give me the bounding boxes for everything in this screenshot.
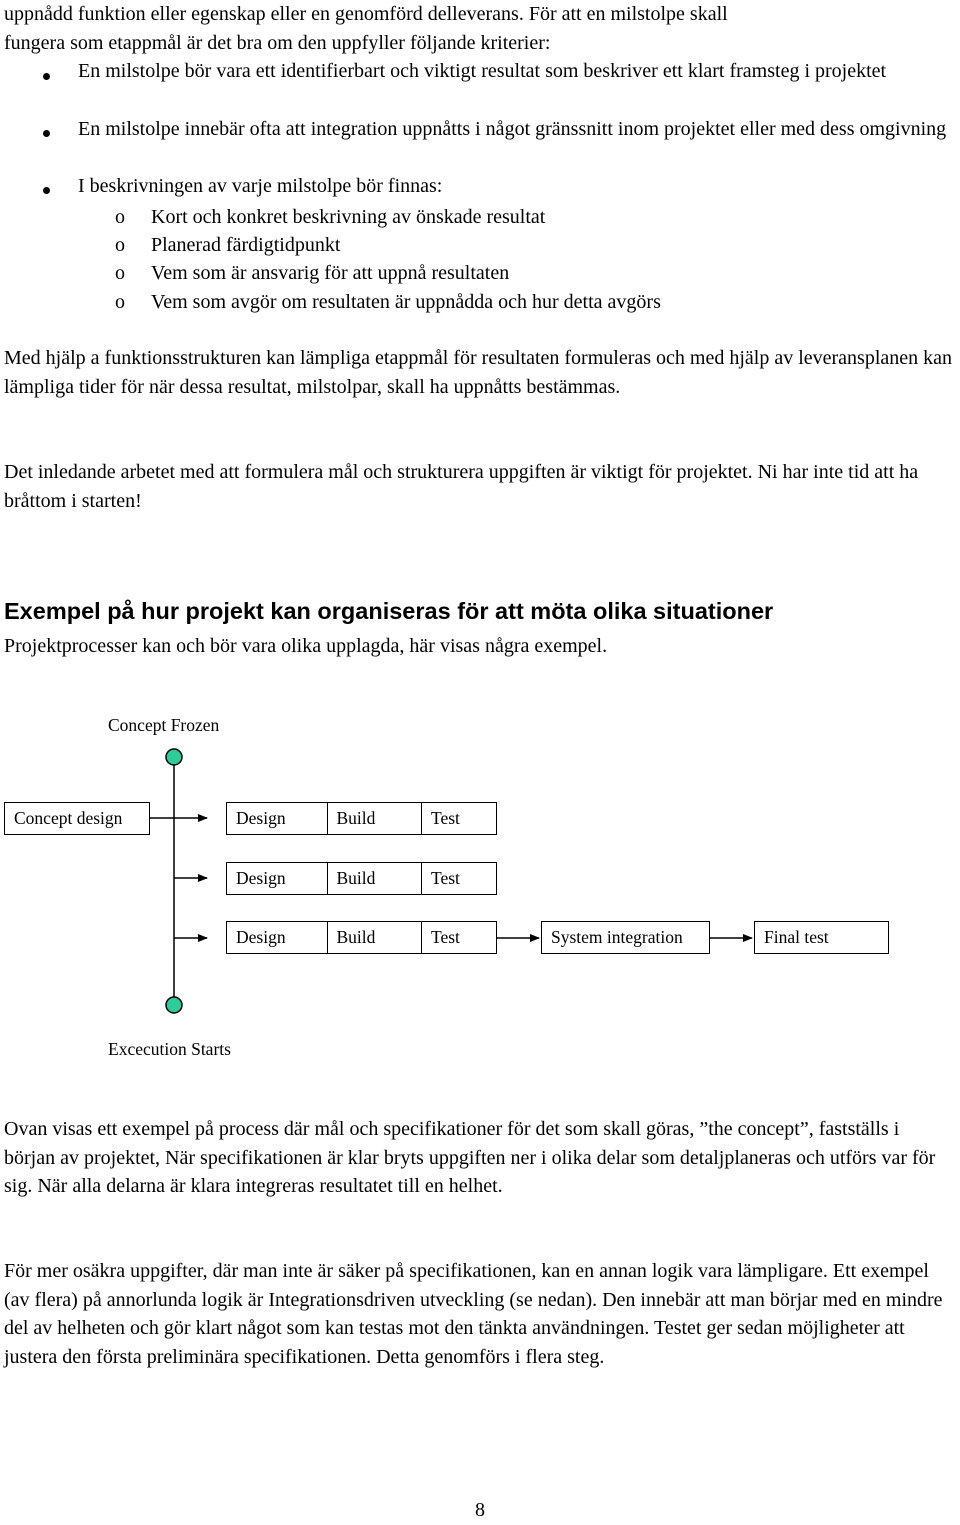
sub-criteria-item: Vem som är ansvarig för att uppnå resultaten: [151, 262, 510, 284]
test-box: Test: [421, 862, 497, 895]
sub-criteria-item: Vem som avgör om resultaten är uppnådda och hur detta avgörs: [151, 291, 661, 313]
sub-marker: o: [115, 262, 125, 284]
sub-criteria-item: Planerad färdigtidpunkt: [151, 234, 341, 256]
paragraph: För mer osäkra uppgifter, där man inte är säker på specifikationen, kan en annan logik vara lämpligare. Ett exempel (av flera) på annorlunda logik är Integrationsdriven utveckling (se nedan). Den innebär att man börjar med en mindre del av helheten och gör klart något som kan testas mot den tänkta användningen. Testet ger sedan möjligheter att justera den första preliminära specifikationen. Detta genomförs i flera steg.: [4, 1260, 943, 1368]
sub-marker: o: [115, 206, 125, 228]
build-box: Build: [327, 921, 423, 954]
design-box: Design: [226, 921, 328, 954]
final-test-box: Final test: [754, 921, 889, 954]
criteria-item: En milstolpe innebär ofta att integration uppnåtts i något gränssnitt inom projektet eller med dess omgivning: [78, 118, 947, 140]
build-box: Build: [327, 802, 423, 835]
design-box: Design: [226, 802, 328, 835]
intro-line-2: fungera som etappmål är det bra om den uppfyller följande kriterier:: [4, 32, 551, 54]
design-box: Design: [226, 862, 328, 895]
build-box: Build: [327, 862, 423, 895]
milestone-bottom-label: Excecution Starts: [108, 1039, 231, 1059]
milestone-top-label: Concept Frozen: [108, 715, 220, 735]
criteria-item: I beskrivningen av varje milstolpe bör finnas:: [78, 175, 443, 197]
paragraph: Med hjälp a funktionsstrukturen kan lämpliga etappmål för resultaten formuleras och med hjälp av leveransplanen kan lämpliga tider för när dessa resultat, milstolpar, skall ha uppnåtts bestämmas.: [4, 347, 953, 398]
paragraph: Det inledande arbetet med att formulera mål och strukturera uppgiften är viktigt för projektet. Ni har inte tid att ha bråttom i starten!: [4, 461, 919, 512]
sub-criteria-item: Kort och konkret beskrivning av önskade resultat: [151, 206, 546, 228]
page-number: 8: [475, 1499, 485, 1521]
milestone-top-icon: [166, 749, 182, 765]
section-heading: Exempel på hur projekt kan organiseras för att möta olika situationer: [4, 598, 774, 624]
concept-design-box: Concept design: [4, 802, 150, 835]
intro-line-1: uppnådd funktion eller egenskap eller en genomförd delleverans. För att en milstolpe skall: [4, 3, 728, 25]
sub-marker: o: [115, 291, 125, 313]
section-subtitle: Projektprocesser kan och bör vara olika upplagda, här visas några exempel.: [4, 635, 608, 657]
test-box: Test: [421, 802, 497, 835]
milestone-bottom-icon: [166, 997, 182, 1013]
system-integration-box: System integration: [541, 921, 710, 954]
criteria-item: En milstolpe bör vara ett identifierbart och viktigt resultat som beskriver ett klart framsteg i projektet: [78, 60, 887, 82]
test-box: Test: [421, 921, 497, 954]
paragraph: Ovan visas ett exempel på process där mål och specifikationer för det som skall göras, ”the concept”, fastställs i början av projektet, När specifikationen är klar bryts uppgiften ner i olika delar som detaljplaneras och utförs var för sig. När alla delarna är klara integreras resultatet till en helhet.: [4, 1118, 936, 1198]
sub-marker: o: [115, 234, 125, 256]
